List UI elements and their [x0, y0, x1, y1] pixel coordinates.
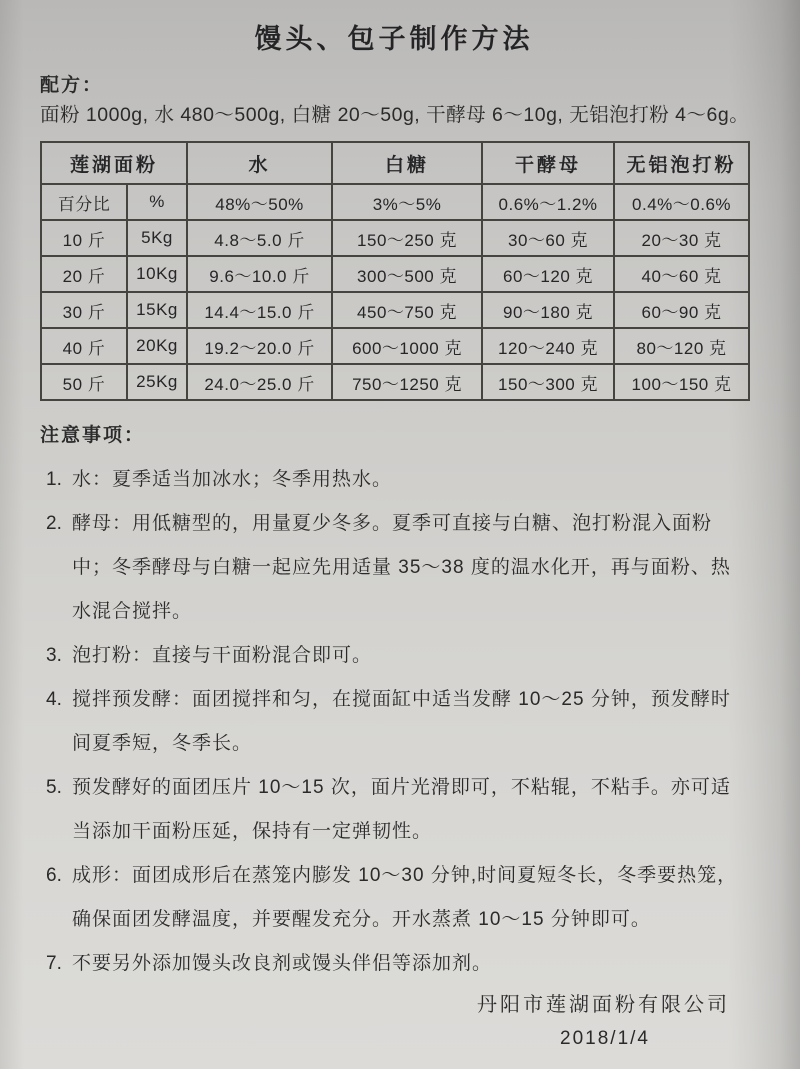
note-item: [40, 942, 740, 986]
note-number: 4.: [46, 689, 62, 710]
table-cell: 0.6%～1.2%: [482, 184, 614, 220]
notes-heading: 注意事项：: [40, 425, 146, 446]
page-title: 馒头、包子制作方法: [254, 24, 534, 54]
recipe-line: 面粉 1000g, 水 480～500g, 白糖 20～50g, 干酵母 6～10g, 无铝泡打粉 4～6g。: [40, 104, 750, 126]
table-cell: 10 斤: [41, 220, 127, 256]
doc-date: 2018/1/4: [560, 1028, 650, 1049]
table-cell: 10Kg: [127, 256, 187, 292]
table-cell: 25Kg: [127, 364, 187, 400]
note-number: 7.: [46, 953, 62, 974]
note-text: 搅拌预发酵：面团搅拌和匀，在搅面缸中适当发酵 10～25 分钟，预发酵时间夏季短，冬季长。: [72, 689, 731, 754]
note-text: 预发酵好的面团压片 10～15 次，面片光滑即可，不粘辊，不粘手。亦可适当添加干面粉压延，保持有一定弹韧性。: [72, 777, 731, 842]
table-cell: 20Kg: [127, 328, 187, 364]
table-row: [41, 256, 749, 292]
note-text: 成形：面团成形后在蒸笼内膨发 10～30 分钟,时间夏短冬长，冬季要热笼，确保面团发酵温度，并要醒发充分。开水蒸煮 10～15 分钟即可。: [72, 865, 738, 930]
note-item: [40, 458, 740, 502]
table-cell: 600～1000 克: [332, 328, 482, 364]
company-name: 丹阳市莲湖面粉有限公司: [477, 994, 730, 1016]
table-cell: 14.4～15.0 斤: [187, 292, 332, 328]
note-text: 不要另外添加馒头改良剂或馒头伴侣等添加剂。: [72, 953, 493, 974]
table-cell: 90～180 克: [482, 292, 614, 328]
notes-section: [40, 414, 740, 986]
table-cell: 50 斤: [41, 364, 127, 400]
table-row: [41, 220, 749, 256]
table-header-cell: 白糖: [332, 142, 482, 184]
note-item: [40, 634, 740, 678]
table-cell: 4.8～5.0 斤: [187, 220, 332, 256]
table-row: [41, 184, 749, 220]
table-cell: 24.0～25.0 斤: [187, 364, 332, 400]
recipe-label: 配方：: [40, 75, 104, 96]
table-row: [41, 364, 749, 400]
table-cell: 80～120 克: [614, 328, 749, 364]
table-cell: 30 斤: [41, 292, 127, 328]
table-cell: 120～240 克: [482, 328, 614, 364]
table-header-cell: 无铝泡打粉: [614, 142, 749, 184]
table-cell: 100～150 克: [614, 364, 749, 400]
note-number: 2.: [46, 513, 62, 534]
note-text: 水：夏季适当加冰水；冬季用热水。: [72, 469, 393, 490]
table-cell: 150～300 克: [482, 364, 614, 400]
note-number: 6.: [46, 865, 62, 886]
note-number: 3.: [46, 645, 62, 666]
note-number: 1.: [46, 469, 62, 490]
table-cell: 20～30 克: [614, 220, 749, 256]
table-row: [41, 292, 749, 328]
table-cell: 750～1250 克: [332, 364, 482, 400]
note-item: [40, 854, 740, 942]
table-cell: 60～120 克: [482, 256, 614, 292]
table-cell: 5Kg: [127, 220, 187, 256]
table-header-cell: 水: [187, 142, 332, 184]
note-text: 泡打粉：直接与干面粉混合即可。: [72, 645, 373, 666]
table-cell: 3%～5%: [332, 184, 482, 220]
table-cell: 9.6～10.0 斤: [187, 256, 332, 292]
table-cell: 19.2～20.0 斤: [187, 328, 332, 364]
table-cell: 450～750 克: [332, 292, 482, 328]
table-cell: 40～60 克: [614, 256, 749, 292]
table-cell: %: [127, 184, 187, 220]
note-item: [40, 766, 740, 854]
table-cell: 百分比: [41, 184, 127, 220]
table-cell: 0.4%～0.6%: [614, 184, 749, 220]
table-cell: 20 斤: [41, 256, 127, 292]
table-cell: 40 斤: [41, 328, 127, 364]
note-number: 5.: [46, 777, 62, 798]
table-cell: 300～500 克: [332, 256, 482, 292]
note-item: [40, 678, 740, 766]
table-cell: 60～90 克: [614, 292, 749, 328]
table-cell: 48%～50%: [187, 184, 332, 220]
table-cell: 150～250 克: [332, 220, 482, 256]
ratio-table: [40, 141, 750, 401]
note-text: 酵母：用低糖型的，用量夏少冬多。夏季可直接与白糖、泡打粉混入面粉中；冬季酵母与白糖一起应先用适量 35～38 度的温水化开，再与面粉、热水混合搅拌。: [72, 513, 731, 622]
table-cell: 15Kg: [127, 292, 187, 328]
table-header-row: [41, 142, 749, 184]
table-row: [41, 328, 749, 364]
note-item: [40, 502, 740, 634]
table-cell: 30～60 克: [482, 220, 614, 256]
table-header-cell: 莲湖面粉: [41, 142, 187, 184]
table-header-cell: 干酵母: [482, 142, 614, 184]
